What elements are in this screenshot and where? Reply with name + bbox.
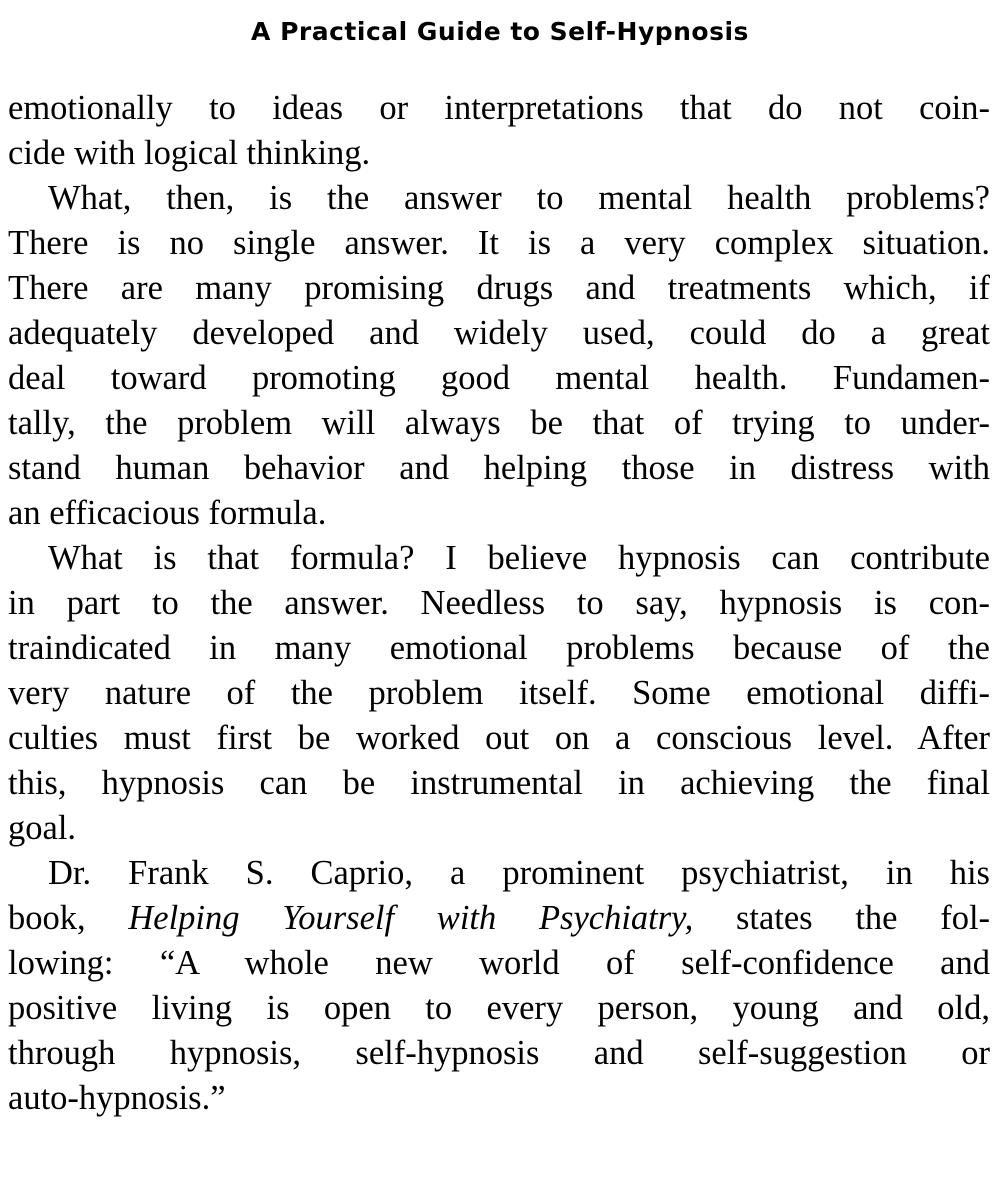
text-line: lowing: “A whole new world of self-confidence and bbox=[8, 944, 990, 982]
paragraph-1 bbox=[8, 86, 990, 176]
text-line: through hypnosis, self-hypnosis and self-suggestion or bbox=[8, 1034, 990, 1072]
text-line: adequately developed and widely used, could do a great bbox=[8, 314, 990, 352]
text-line: cide with logical thinking. bbox=[8, 134, 371, 172]
text-line: What, then, is the answer to mental health problems? bbox=[48, 179, 990, 217]
text-line: this, hypnosis can be instrumental in achieving the final bbox=[8, 764, 990, 802]
text-line: stand human behavior and helping those in distress with bbox=[8, 449, 990, 487]
text-line: traindicated in many emotional problems because of the bbox=[8, 629, 990, 667]
text-line: positive living is open to every person, young and old, bbox=[8, 989, 990, 1027]
text-fragment: states the fol- bbox=[693, 899, 990, 937]
paragraph-2 bbox=[8, 176, 990, 536]
text-line: emotionally to ideas or interpretations that do not coin- bbox=[8, 89, 990, 127]
text-line: deal toward promoting good mental health. Fundamen- bbox=[8, 359, 990, 397]
text-line: What is that formula? I believe hypnosis can contribute bbox=[48, 539, 990, 577]
text-line: culties must first be worked out on a conscious level. After bbox=[8, 719, 990, 757]
text-fragment: book, bbox=[8, 899, 129, 937]
text-line: There are many promising drugs and treatments which, if bbox=[8, 269, 990, 307]
text-line: Dr. Frank S. Caprio, a prominent psychiatrist, in his bbox=[48, 854, 990, 892]
book-title: Helping Yourself with Psychiatry, bbox=[128, 899, 694, 937]
text-line: goal. bbox=[8, 809, 77, 847]
text-line-with-book-title bbox=[8, 896, 990, 941]
text-line: auto-hypnosis.” bbox=[8, 1079, 226, 1117]
text-line: very nature of the problem itself. Some emotional diffi- bbox=[8, 674, 990, 712]
body-text bbox=[8, 86, 990, 1121]
paragraph-4 bbox=[8, 851, 990, 1121]
text-line: an efficacious formula. bbox=[8, 494, 327, 532]
text-line: in part to the answer. Needless to say, hypnosis is con- bbox=[8, 584, 990, 622]
paragraph-3 bbox=[8, 536, 990, 851]
text-line: There is no single answer. It is a very complex situation. bbox=[8, 224, 990, 262]
running-head: A Practical Guide to Self-Hypnosis bbox=[251, 17, 749, 46]
text-line: tally, the problem will always be that of trying to under- bbox=[8, 404, 990, 442]
